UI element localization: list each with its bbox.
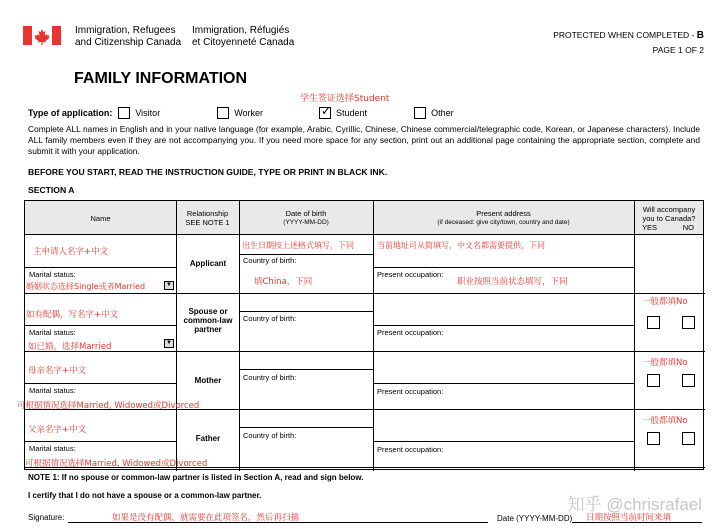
watermark: 知乎 @chrisrafael (567, 495, 702, 514)
country-of-birth-label: Country of birth: (243, 256, 297, 265)
annotation-address: 当前地址可从简填写，中文名都需要提供，下同 (377, 241, 545, 250)
application-type-row (28, 106, 454, 120)
relationship-spouse: Spouse or common-law partner (183, 307, 233, 334)
present-occupation-label: Present occupation: (377, 445, 444, 454)
gov-name-english (75, 25, 181, 48)
accompany-yes-checkbox[interactable] (647, 316, 660, 329)
application-type-label: Type of application: (28, 108, 113, 118)
annotation-accompany-no: 一般都填No (642, 358, 688, 368)
chevron-down-icon: ▼ (166, 282, 172, 288)
relationship-mother: Mother (194, 376, 222, 385)
annotation-father-marital: 可根据情况选择Married, Widowed或Divorced (25, 459, 208, 469)
before-start-notice: BEFORE YOU START, READ THE INSTRUCTION GUIDE, TYPE OR PRINT IN BLACK INK. (28, 167, 388, 177)
gov-fr-line1: Immigration, Réfugiés (192, 25, 290, 36)
gov-name-french (192, 25, 294, 48)
visitor-label: Visitor (135, 108, 161, 118)
form-title: FAMILY INFORMATION (74, 70, 248, 87)
marital-status-label: Marital status: (29, 328, 76, 337)
annotation-father-name: 父亲名字+中文 (28, 425, 87, 435)
header-accompany: Will accompany you to Canada? YES NO (642, 204, 696, 232)
gov-en-line2: and Citizenship Canada (75, 36, 182, 48)
col-divider (176, 201, 177, 471)
gov-fr-line2: et Citoyenneté Canada (192, 36, 295, 48)
col-divider (373, 201, 374, 471)
header-name: Name (90, 213, 111, 223)
present-occupation-label: Present occupation: (377, 387, 444, 396)
header-relationship: Relationship SEE NOTE 1 (185, 209, 230, 227)
annotation-date: 日期按照当前时间来填 (586, 513, 672, 523)
annotation-student: 学生签证选择Student (300, 94, 390, 104)
accompany-yes-checkbox[interactable] (647, 374, 660, 387)
accompany-no-checkbox[interactable] (682, 374, 695, 387)
annotation-spouse-marital: 如已婚，选择Married (28, 342, 112, 352)
signature-label: Signature: (28, 513, 65, 522)
accompany-yes-checkbox[interactable] (647, 432, 660, 445)
visitor-checkbox[interactable] (118, 107, 130, 119)
other-label: Other (431, 108, 454, 118)
annotation-spouse-name: 如有配偶，写名字+中文 (26, 310, 119, 320)
country-of-birth-label: Country of birth: (243, 373, 297, 382)
worker-checkbox[interactable] (217, 107, 229, 119)
instructions: Complete ALL names in English and in your native language (for example, Arabic, Cyrillic, Chinese, Chinese commercial/telegraphic code, Korean, or Japanese characters). Include ALL family members even if they are not accompanying you. If you need more space for any section, print out an additional page containing the appropriate section, complete and submit it with your application. (28, 124, 700, 156)
family-table (17, 200, 704, 470)
option-visitor[interactable] (118, 107, 160, 119)
option-worker[interactable] (217, 107, 263, 119)
present-occupation-label: Present occupation: (377, 328, 444, 337)
annotation-accompany-no: 一般都填No (642, 416, 688, 426)
annotation-country: 填China，下同 (254, 277, 313, 287)
accompany-no-checkbox[interactable] (682, 432, 695, 445)
marital-status-label: Marital status: (29, 270, 76, 279)
protected-text: PROTECTED WHEN COMPLETED - (553, 30, 695, 40)
present-occupation-label: Present occupation: (377, 270, 444, 279)
annotation-signature: 如果是没有配偶，就需要在此项签名，然后再扫描 (112, 513, 300, 523)
marital-status-label: Marital status: (29, 386, 76, 395)
relationship-applicant: Applicant (189, 259, 227, 268)
canada-flag-icon (23, 26, 61, 45)
annotation-applicant-name: 主申请人名字+中文 (33, 247, 109, 257)
section-a-heading: SECTION A (28, 185, 75, 195)
chevron-down-icon: ▼ (166, 340, 172, 346)
row-divider (25, 351, 705, 352)
marital-dropdown[interactable] (164, 281, 174, 290)
header-dob: Date of birth (YYYY-MM-DD) (283, 209, 329, 226)
annotation-occupation: 职业按照当前状态填写，下同 (457, 277, 568, 287)
col-divider (634, 201, 635, 471)
marital-status-label: Marital status: (29, 444, 76, 453)
country-of-birth-label: Country of birth: (243, 431, 297, 440)
option-student[interactable] (319, 104, 368, 119)
protected-label (553, 30, 704, 41)
page-number: PAGE 1 OF 2 (652, 45, 704, 55)
protected-level: B (696, 30, 704, 41)
marital-dropdown[interactable] (164, 339, 174, 348)
student-label: Student (336, 108, 368, 118)
note-1: NOTE 1: If no spouse or common-law partner is listed in Section A, read and sign below. (28, 473, 364, 482)
other-checkbox[interactable] (414, 107, 426, 119)
certify-statement: I certify that I do not have a spouse or a common-law partner. (28, 491, 262, 500)
relationship-father: Father (195, 434, 221, 443)
annotation-mother-marital: 可根据情况选择Married, Widowed或Divorced (17, 401, 200, 411)
annotation-dob: 出生日期按上述格式填写，下同 (242, 241, 354, 250)
gov-en-line1: Immigration, Refugees (75, 25, 176, 36)
worker-label: Worker (234, 108, 264, 118)
row-divider (25, 293, 705, 294)
student-checkbox[interactable] (319, 104, 332, 119)
option-other[interactable] (414, 107, 454, 119)
annotation-mother-name: 母亲名字+中文 (28, 366, 87, 376)
country-of-birth-label: Country of birth: (243, 314, 297, 323)
check-icon: ✓ (321, 104, 332, 118)
header-address: Present address (if deceased: give city/town, country and date) (437, 209, 570, 226)
accompany-no-checkbox[interactable] (682, 316, 695, 329)
date-label: Date (YYYY-MM-DD) (497, 514, 573, 523)
annotation-accompany-no: 一般都填No (642, 297, 688, 307)
annotation-applicant-marital: 婚姻状态选择Single或者Married (26, 282, 146, 291)
col-divider (239, 201, 240, 471)
